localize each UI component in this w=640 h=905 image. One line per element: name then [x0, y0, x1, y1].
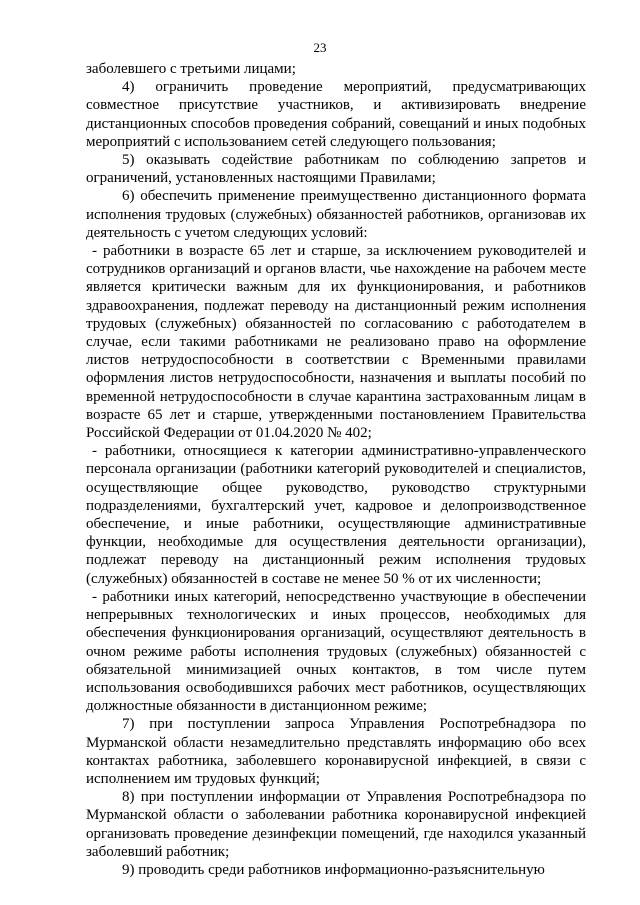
- paragraph-dash-other-staff: - работники иных категорий, непосредственно участвующие в обеспечении непрерывных технологических и иных процессов, необходимых для обеспечения функционирования организаций, осуществляют деятельность в очном режиме работы исполнения трудовых (служебных) обязанностей с обязательной минимизацией очных контактов, в том числе путем использования освободившихся рабочих мест работников, осуществляющих должностные обязанности в дистанционном режиме;: [86, 588, 586, 715]
- paragraph-continuation: заболевшего с третьими лицами;: [86, 61, 296, 77]
- paragraph-item-7: 7) при поступлении запроса Управления Роспотребнадзора по Мурманской области незамедлительно представлять информацию обо всех контактах работника, заболевшего коронавирусной инфекцией, в связи с исполнением им трудовых функций;: [86, 716, 586, 787]
- paragraph-item-5: 5) оказывать содействие работникам по соблюдению запретов и ограничений, установленных настоящими Правилами;: [86, 152, 586, 187]
- paragraph-item-6: 6) обеспечить применение преимущественно дистанционного формата исполнения трудовых (служебных) обязанностей работников, организовав их деятельность с учетом следующих условий:: [86, 188, 586, 241]
- page-number: 23: [313, 40, 327, 55]
- document-body: [86, 60, 586, 879]
- paragraph-item-4: 4) ограничить проведение мероприятий, предусматривающих совместное присутствие участников, и активизировать внедрение дистанционных способов проведения собраний, совещаний и иных подобных мероприятий с использованием сетей следующего пользования;: [86, 79, 586, 150]
- paragraph-dash-admin-staff: - работники, относящиеся к категории административно-управленческого персонала организации (работники категорий руководителей и специалистов, осуществляющие общее руководство, руководство структурными подразделениями, бухгалтерский учет, кадровое и делопроизводственное обеспечение, и иные работники, осуществляющие административные функции, необходимые для осуществления деятельности организации), подлежат переводу на дистанционный режим исполнения трудовых (служебных) обязанностей в составе не менее 50 % от их численности;: [86, 443, 586, 587]
- paragraph-item-9: 9) проводить среди работников информационно-разъяснительную: [122, 861, 545, 878]
- paragraph-dash-65-plus: - работники в возрасте 65 лет и старше, за исключением руководителей и сотрудников организаций и органов власти, чье нахождение на рабочем месте является критически важным для их функционирования, и работников здравоохранения, подлежат переводу на дистанционный режим исполнения трудовых (служебных) обязанностей по согласованию с работодателем в случае, если такими работниками не реализовано право на оформление листов нетрудоспособности в соответствии с Временными правилами оформления листов нетрудоспособности, назначения и выплаты пособий по временной нетрудоспособности в случае карантина застрахованным лицам в возрасте 65 лет и старше, утвержденными постановлением Правительства Российской Федерации от 01.04.2020 № 402;: [86, 243, 586, 442]
- paragraph-item-8: 8) при поступлении информации от Управления Роспотребнадзора по Мурманской области о заболевании работника коронавирусной инфекцией организовать проведение дезинфекции помещений, где находился указанный заболевший работник;: [86, 789, 586, 860]
